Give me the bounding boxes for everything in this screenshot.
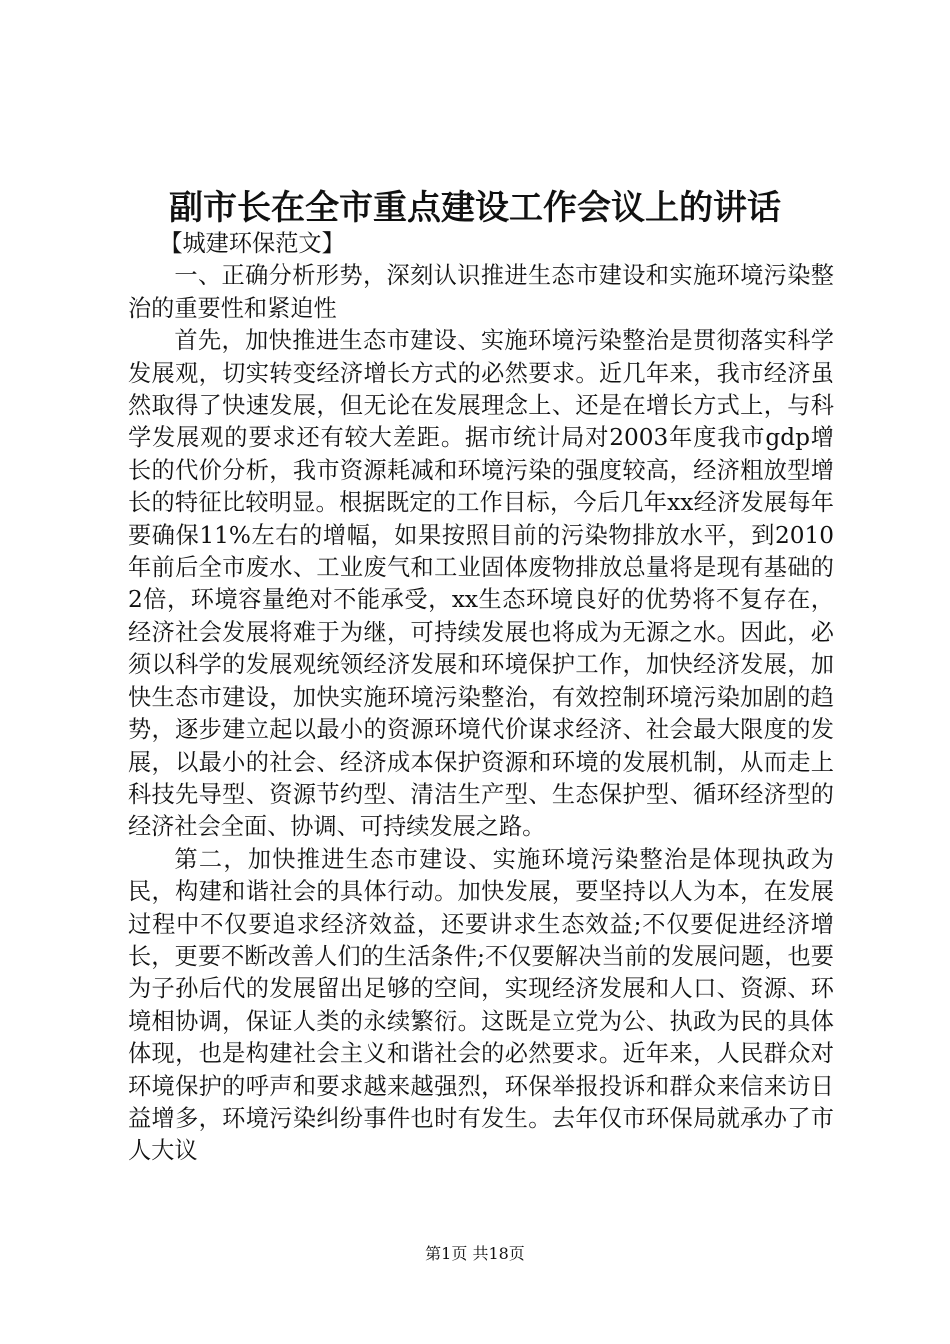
body-paragraph: 首先，加快推进生态市建设、实施环境污染整治是贯彻落实科学发展观，切实转变经济增长方式的必然要求。近几年来，我市经济虽然取得了快速发展，但无论在发展理念上、还是在增长方式上，与科学发展观的要求还有较大差距。据市统计局对2003年度我市gdp增长的代价分析，我市资源耗减和环境污染的强度较高，经济粗放型增长的特征比较明显。根据既定的工作目标，今后几年xx经济发展每年要确保11%左右的增幅，如果按照目前的污染物排放水平，到2010年前后全市废水、工业废气和工业固体废物排放总量将是现有基础的2倍，环境容量绝对不能承受，xx生态环境良好的优势将不复存在，经济社会发展将难于为继，可持续发展也将成为无源之水。因此，必须以科学的发展观统领经济发展和环境保护工作，加快经济发展，加快生态市建设，加快实施环境污染整治，有效控制环境污染加剧的趋势，逐步建立起以最小的资源环境代价谋求经济、社会最大限度的发展，以最小的社会、经济成本保护资源和环境的发展机制，从而走上科技先导型、资源节约型、清洁生产型、生态保护型、循环经济型的经济社会全面、协调、可持续发展之路。 (128, 327, 834, 841)
section-heading: 一、正确分析形势，深刻认识推进生态市建设和实施环境污染整治的重要性和紧迫性 (128, 262, 834, 322)
page-footer: 第1页 共18页 (425, 1244, 525, 1263)
category-label: 【城建环保范文】 (159, 230, 345, 257)
document-body (128, 228, 834, 1168)
document-title: 副市长在全市重点建设工作会议上的讲话 (169, 188, 781, 228)
body-paragraph: 第二，加快推进生态市建设、实施环境污染整治是体现执政为民，构建和谐社会的具体行动。加快发展，要坚持以人为本，在发展过程中不仅要追求经济效益，还要讲求生态效益;不仅要促进经济增长，更要不断改善人们的生活条件;不仅要解决当前的发展问题，也要为子孙后代的发展留出足够的空间，实现经济发展和人口、资源、环境相协调，保证人类的永续繁衍。这既是立党为公、执政为民的具体体现，也是构建社会主义和谐社会的必然要求。近年来，人民群众对环境保护的呼声和要求越来越强烈，环保举报投诉和群众来信来访日益增多，环境污染纠纷事件也时有发生。去年仅市环保局就承办了市人大议 (128, 845, 834, 1165)
